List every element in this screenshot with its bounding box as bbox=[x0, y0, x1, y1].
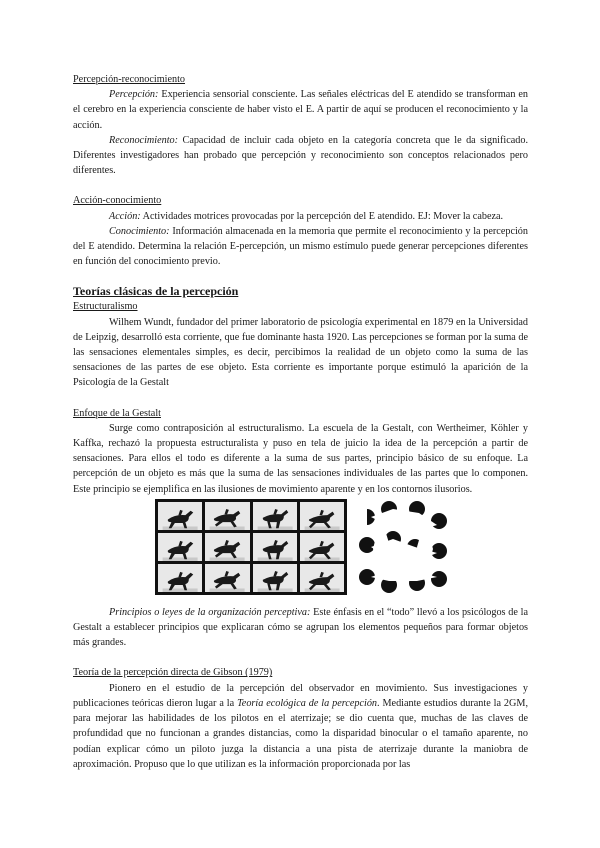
text-gibson-a: Pionero en el estudio de la percepción del observador en movimiento. Sus investigaciones y publicaciones teóricas dieron lugar a la bbox=[73, 682, 528, 709]
galloping-horse-icon bbox=[205, 533, 249, 561]
text-principios: Este énfasis en el “todo” llevó a los psicólogos de la Gestalt a establecer principios que explicaran cómo se agrupan los elementos pequeños para formar objetos más grandes. bbox=[73, 606, 529, 649]
figures-row bbox=[73, 499, 528, 599]
heading-gestalt: Enfoque de la Gestalt bbox=[73, 407, 161, 419]
term-teoria-ecologica: Teoría ecológica de la percepción bbox=[237, 697, 378, 709]
paragraph-gibson bbox=[73, 681, 528, 772]
term-reconocimiento: Reconocimiento: bbox=[109, 134, 179, 146]
galloping-horse-icon bbox=[253, 533, 297, 561]
text-accion: Actividades motrices provocadas por la percepción del E atendido. EJ: Mover la cabeza. bbox=[140, 210, 504, 222]
term-percepcion: Percepción: bbox=[109, 89, 159, 101]
galloping-horse-icon bbox=[158, 564, 202, 592]
galloping-horse-icon bbox=[253, 564, 297, 592]
term-principios: Principios o leyes de la organización perceptiva: bbox=[109, 606, 311, 618]
galloping-horse-icon bbox=[300, 533, 344, 561]
heading-estructuralismo: Estructuralismo bbox=[73, 301, 138, 313]
spacer bbox=[73, 391, 528, 406]
horse-in-motion-figure bbox=[155, 499, 347, 595]
galloping-horse-icon bbox=[300, 564, 344, 592]
paragraph-conocimiento bbox=[73, 224, 528, 270]
heading-accion: Acción-conocimiento bbox=[73, 195, 162, 207]
galloping-horse-icon bbox=[300, 502, 344, 530]
term-conocimiento: Conocimiento: bbox=[109, 225, 170, 237]
text-reconocimiento: Capacidad de incluir cada objeto en la categoría concreta que le da significado. Diferentes investigadores han probado que percepción y reconocimiento son conceptos relacionados pero diferentes. bbox=[73, 134, 528, 177]
text-gibson-b: . Mediante estudios durante la 2GM, para mejorar las habilidades de los pilotos en el aterrizaje; se dio cuenta que, muchas de las claves de profundidad que no funcionan a grandes distancias, como la disparidad binocular o el tamaño aparente, no podían explicar cómo un piloto juzga la distancia a una pista de aterrizaje durante la maniobra de aproximación. Propuso que lo que utilizan es la información proporcionada por las bbox=[73, 697, 528, 770]
paragraph-percepcion bbox=[73, 87, 528, 133]
document-content bbox=[73, 72, 528, 772]
galloping-horse-icon bbox=[158, 533, 202, 561]
text-percepcion: Experiencia sensorial consciente. Las señales eléctricas del E atendido se transforman en el cerebro en la experiencia consciente de haber visto el E. A partir de aquí se producen el reconocimiento y la acción. bbox=[73, 89, 528, 131]
term-accion: Acción: bbox=[109, 210, 141, 222]
heading-teorias-clasicas: Teorías clásicas de la percepción bbox=[73, 284, 239, 299]
spacer bbox=[73, 650, 528, 665]
paragraph-gestalt: Surge como contraposición al estructuralismo. La escuela de la Gestalt, con Wertheimer, Köhler y Kaffka, rechazó la propuesta estructuralista y puso en tela de juicio la idea de la percepción a partir de sensaciones. Para ellos el todo es diferente a la suma de sus partes, principio básico de su enfoque. La percepción de un objeto es más que la suma de las sensaciones individuales de las partes que lo componen. Este principio se ejemplifica en las ilusiones de movimiento aparente y en los contornos ilusorios. bbox=[73, 422, 528, 495]
paragraph-principios bbox=[73, 605, 528, 651]
galloping-horse-icon bbox=[158, 502, 202, 530]
paragraph-estructuralismo: Wilhem Wundt, fundador del primer laboratorio de psicología experimental en 1879 en la Universidad de Leipzig, desarrolló esta corriente, que fue dominante hasta 1920. Las percepciones se forman por la suma de las sensaciones elementales simples, es decir, percibimos la realidad de un objeto como la suma de las sensaciones de las partes de ese objeto. Esta corriente es importante porque estimuló la aparición de la Psicología de la Gestalt bbox=[73, 316, 528, 389]
text-conocimiento: Información almacenada en la memoria que permite el reconocimiento y la percepción del E atendido. Determina la relación E-percepción, un mismo estímulo puede generar percepciones diferentes en función del conocimiento previo. bbox=[73, 225, 528, 268]
paragraph-reconocimiento bbox=[73, 133, 528, 179]
paragraph-accion bbox=[73, 209, 528, 224]
galloping-horse-icon bbox=[205, 564, 249, 592]
galloping-horse-icon bbox=[253, 502, 297, 530]
spacer bbox=[73, 269, 528, 284]
heading-gibson: Teoría de la percepción directa de Gibson (1979) bbox=[73, 667, 273, 679]
illusory-contour-cube-icon bbox=[359, 499, 447, 595]
heading-percepcion: Percepción-reconocimiento bbox=[73, 74, 186, 85]
spacer bbox=[73, 178, 528, 193]
galloping-horse-icon bbox=[205, 502, 249, 530]
